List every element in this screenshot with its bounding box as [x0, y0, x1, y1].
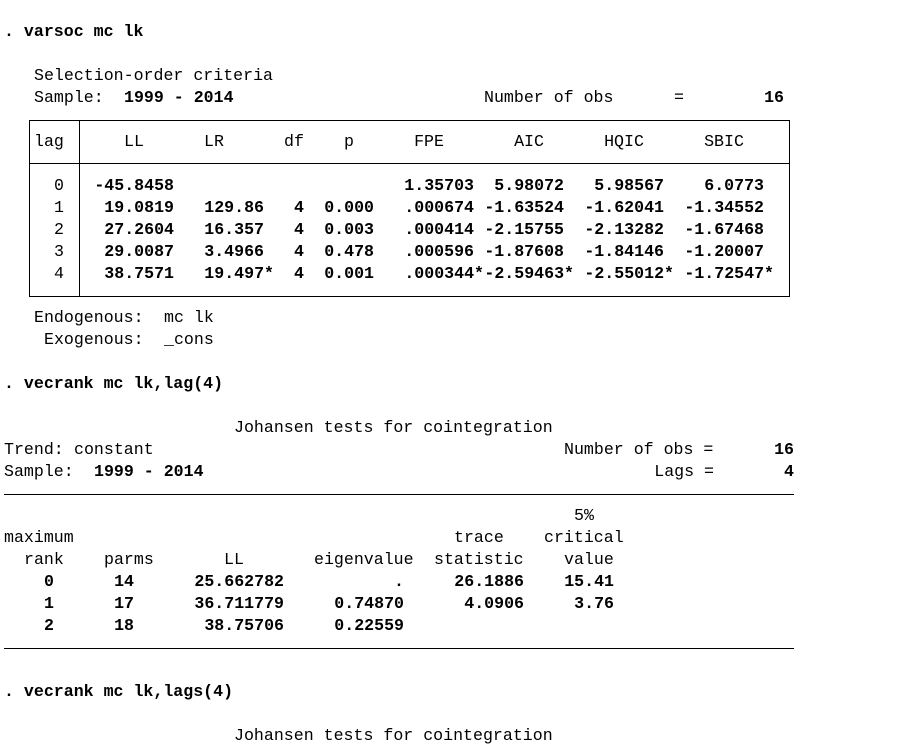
varsoc-cell-lag: 2 [54, 220, 64, 239]
varsoc-cell-hqic: -1.62041 [584, 198, 664, 217]
varsoc-cell-df: 4 [294, 220, 304, 239]
varsoc-cell-hqic: -2.13282 [584, 220, 664, 239]
johansen-cell-parms: 18 [114, 616, 134, 635]
johansen-cell-crit: 15.41 [564, 572, 614, 591]
exogenous-vars: _cons [164, 330, 214, 349]
johansen-nobs-label: Number of obs = [564, 440, 714, 459]
johansen-sample-range: 1999 - 2014 [94, 462, 204, 481]
header-parms: parms [104, 550, 154, 569]
lags-value: 4 [784, 462, 794, 481]
johansen-bottom-rule [4, 648, 794, 649]
johansen-cell-rank: 2 [44, 616, 54, 635]
header-trace: trace [454, 528, 504, 547]
varsoc-cell-p: 0.478 [324, 242, 374, 261]
varsoc-cell-fpe: .000596 [404, 242, 474, 261]
varsoc-cell-ll: 27.2604 [104, 220, 174, 239]
header-maximum: maximum [4, 528, 74, 547]
varsoc-cell-lr: 3.4966 [204, 242, 264, 261]
sample-range: 1999 - 2014 [124, 88, 234, 107]
nobs-equals: = [674, 88, 684, 107]
varsoc-cell-aic: -2.59463* [484, 264, 574, 283]
johansen-cell-eigen: . [394, 572, 404, 591]
header-df: df [284, 132, 304, 151]
johansen-cell-rank: 1 [44, 594, 54, 613]
varsoc-cell-ll: 19.0819 [104, 198, 174, 217]
header-rank: rank [24, 550, 64, 569]
header-critical: critical [544, 528, 624, 547]
varsoc-cell-lag: 0 [54, 176, 64, 195]
varsoc-cell-lr: 129.86 [204, 198, 264, 217]
johansen-title: Johansen tests for cointegration [234, 418, 553, 437]
sample-label: Sample: [34, 88, 104, 107]
header-5pct: 5% [574, 506, 594, 525]
varsoc-cell-df: 4 [294, 198, 304, 217]
varsoc-cell-lag: 1 [54, 198, 64, 217]
header-sbic: SBIC [704, 132, 744, 151]
johansen-title-2: Johansen tests for cointegration [234, 726, 553, 745]
varsoc-cell-fpe: .000674 [404, 198, 474, 217]
nobs-label: Number of obs [484, 88, 614, 107]
varsoc-cell-sbic: -1.67468 [684, 220, 764, 239]
header-hqic: HQIC [604, 132, 644, 151]
header-lr: LR [204, 132, 224, 151]
header-p: p [344, 132, 354, 151]
header-joh-ll: LL [224, 550, 244, 569]
varsoc-cell-p: 0.001 [324, 264, 374, 283]
varsoc-cell-df: 4 [294, 264, 304, 283]
johansen-cell-trace: 26.1886 [454, 572, 524, 591]
johansen-cell-eigen: 0.22559 [334, 616, 404, 635]
varsoc-cell-fpe: .000344* [404, 264, 484, 283]
varsoc-cell-p: 0.000 [324, 198, 374, 217]
header-value: value [564, 550, 614, 569]
johansen-cell-trace: 4.0906 [464, 594, 524, 613]
header-lag: lag [34, 132, 64, 151]
header-aic: AIC [514, 132, 544, 151]
johansen-cell-eigen: 0.74870 [334, 594, 404, 613]
endogenous-label: Endogenous: [34, 308, 144, 327]
command-line-varsoc: . varsoc mc lk [4, 22, 144, 41]
nobs-value: 16 [764, 88, 784, 107]
trend-label: Trend: [4, 440, 64, 459]
johansen-sample-label: Sample: [4, 462, 74, 481]
trend-value: constant [74, 440, 154, 459]
varsoc-cell-hqic: -2.55012* [584, 264, 674, 283]
varsoc-cell-hqic: -1.84146 [584, 242, 664, 261]
varsoc-cell-sbic: -1.72547* [684, 264, 774, 283]
table-header-divider [30, 163, 789, 164]
exogenous-label: Exogenous: [44, 330, 144, 349]
varsoc-cell-ll: -45.8458 [94, 176, 174, 195]
johansen-cell-ll: 38.75706 [204, 616, 284, 635]
johansen-cell-parms: 14 [114, 572, 134, 591]
command-line-vecrank: . vecrank mc lk,lag(4) [4, 374, 224, 393]
varsoc-cell-aic: 5.98072 [494, 176, 564, 195]
johansen-top-rule [4, 494, 794, 495]
varsoc-cell-lag: 4 [54, 264, 64, 283]
johansen-cell-parms: 17 [114, 594, 134, 613]
varsoc-cell-fpe: .000414 [404, 220, 474, 239]
varsoc-cell-ll: 38.7571 [104, 264, 174, 283]
varsoc-cell-hqic: 5.98567 [594, 176, 664, 195]
varsoc-cell-ll: 29.0087 [104, 242, 174, 261]
table-column-divider [79, 121, 80, 296]
varsoc-cell-sbic: 6.0773 [704, 176, 764, 195]
varsoc-cell-aic: -1.63524 [484, 198, 564, 217]
varsoc-cell-fpe: 1.35703 [404, 176, 474, 195]
varsoc-cell-aic: -2.15755 [484, 220, 564, 239]
varsoc-cell-lr: 16.357 [204, 220, 264, 239]
header-ll: LL [124, 132, 144, 151]
johansen-cell-ll: 36.711779 [194, 594, 284, 613]
johansen-cell-crit: 3.76 [574, 594, 614, 613]
varsoc-cell-lag: 3 [54, 242, 64, 261]
endogenous-vars: mc lk [164, 308, 214, 327]
header-fpe: FPE [414, 132, 444, 151]
selection-criteria-title: Selection-order criteria [34, 66, 273, 85]
varsoc-cell-lr: 19.497* [204, 264, 274, 283]
varsoc-cell-sbic: -1.34552 [684, 198, 764, 217]
varsoc-cell-p: 0.003 [324, 220, 374, 239]
header-eigenvalue: eigenvalue [314, 550, 414, 569]
varsoc-cell-df: 4 [294, 242, 304, 261]
varsoc-cell-sbic: -1.20007 [684, 242, 764, 261]
johansen-cell-ll: 25.662782 [194, 572, 284, 591]
header-statistic: statistic [434, 550, 524, 569]
lags-label: Lags = [654, 462, 714, 481]
command-line-vecrank-lags: . vecrank mc lk,lags(4) [4, 682, 234, 701]
johansen-cell-rank: 0 [44, 572, 54, 591]
johansen-nobs-value: 16 [774, 440, 794, 459]
varsoc-cell-aic: -1.87608 [484, 242, 564, 261]
